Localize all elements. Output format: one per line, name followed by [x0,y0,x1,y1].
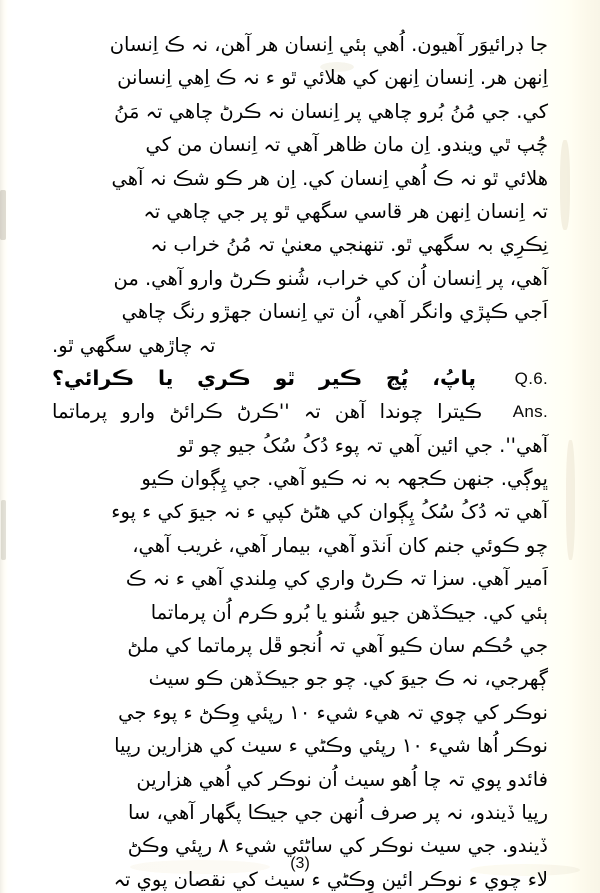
text-line: کي. جي مُنُ بُرو چاهي پر اِنسان نہ ڪرڻ چاهي تہ مَنُ [114,99,548,123]
text-line: چو ڪوئي جنم کان اَنڌو آهي، بيمار آهي، غريب آهي، [132,533,548,557]
text-line-paragraph-end: تہ چاڙهي سگهي ٿو. [52,333,216,357]
text-line: نِڪرِي بہ سگهي ٿو. تنهنجي معنيٰ تہ مُنُ خراب نہ [150,233,548,257]
paper-discoloration [560,140,570,230]
text-line: نوڪر اُها شيء ١٠ رپئي وڪڻي ء سيٺ کي هزارين رپيا [114,734,548,758]
text-line: جي حُڪم سان ڪيو آهي تہ اُنجو ڦل پرماتما کي ملڻ [127,634,548,658]
scan-edge-artifact [0,190,6,240]
text-line: ڀوڳي. جنهن ڪجهہ بہ نہ ڪيو آهي. جي پِڳوان ڪيو [141,467,548,491]
text-line: ٻئي کي. جيڪڏهن جيو شُنو يا بُرو ڪرم اُن پرماتما [150,600,548,624]
text-line: ڳهرجي، نہ ڪ جيوَ کي. چو جو جيڪڏهن ڪو سيٺ [148,667,548,691]
text-line: جا ڊرائيوَر آهيون. اُهي ٻئي اِنسان ھر آهن، نہ ڪ اِنسان [109,33,548,56]
question-row [52,362,548,395]
question-label: Q.6. [514,368,548,388]
text-line: هلائي ٿو نہ ڪ اُهي اِنسان کي. اِن ھر ڪو شڪ نہ آهي [111,166,548,190]
answer-row [52,395,548,428]
text-line: نوڪر کي چوي تہ هيء شيء ١٠ رپئي وِڪڻ ء پوء جي [118,700,548,724]
answer-label: Ans. [512,402,548,422]
text-line: آهي''. جي ائين آهي تہ پوء دُکُ سُکُ جيو چو ٿو [178,433,548,457]
text-line: اَجي ڪپڙي وانگر آهي، اُن تي اِنسان جهڙو رنگ چاهي [121,300,548,324]
text-line: لاء چوي ء نوڪر ائين وِڪڻي ء سيٺ کي نقصان پوي تہ [113,867,548,891]
text-line: اَمير آهي. سزا تہ ڪرڻ واري کي مِلندي آهي ء نہ ڪ [125,567,548,591]
text-line: اِنهن ھر. اِنسان اِنهن کي هلائي ٿو ء نہ ڪ اِهي اِنسانن [117,66,548,90]
page-number: (3) [290,855,310,872]
paper-discoloration [566,440,575,560]
text-line: آهي، پر اِنسان اُن کي خراب، شُنو ڪرڻ وارو آهي. من [113,266,548,290]
text-line: فائدو پوي تہ چا اُهو سيٺ اُن نوڪر کي اُهي هزارين [136,767,548,791]
scan-edge-artifact [1,500,6,560]
page-text-block [52,28,548,893]
answer-first-line: ڪيترا چوندا آهن تہ ''ڪرڻ ڪرائڻ وارو پرماتما [52,400,482,424]
text-line: تہ اِنسان اِنهن ھر قاسي سگهي ٿو پر جي چاهي تہ [143,199,548,223]
text-line: آهي تہ دُکُ سُکُ پِڳوان کي هڻڻ کپي ء نہ جيوَ کي ء پوء [111,500,548,524]
question-text: پاپُ، پُڃ ڪير ٿو ڪري يا ڪرائي؟ [52,365,476,390]
text-line: رپيا ڏيندو، نہ پر صرف اُنهن جي جيڪا پگهار آهي، سا [127,800,548,824]
text-line: چُپ ٿي ويندو. اِن مان ظاهر آهي تہ اِنسان من کي [145,133,548,157]
text-line: ڏيندو. جي سيٺ نوڪر کي ساڻئي شيء ٨ رپئي وڪڻ [127,834,548,858]
